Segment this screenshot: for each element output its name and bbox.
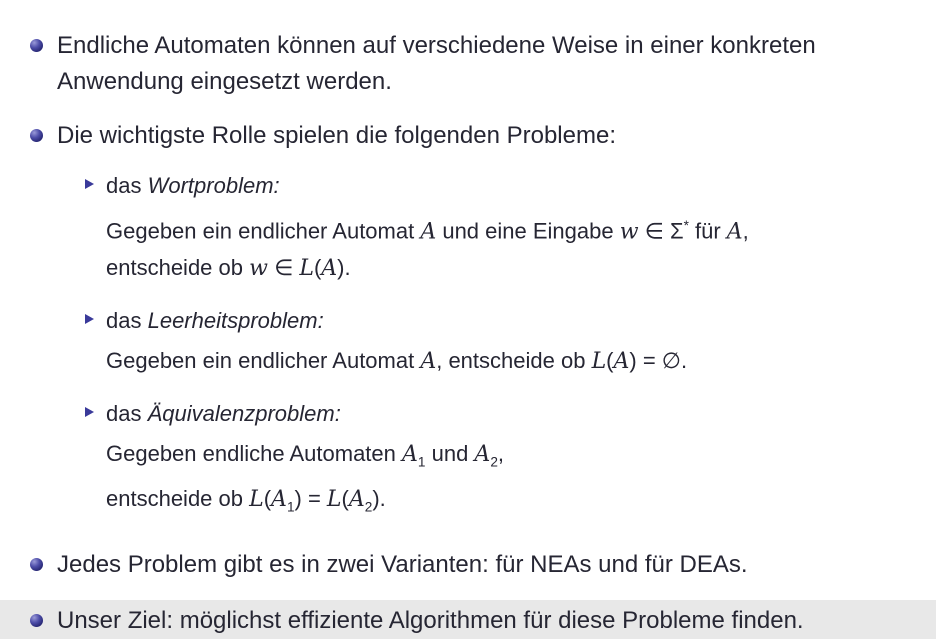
text-block <box>57 28 816 100</box>
ball-bullet-icon <box>30 39 43 52</box>
text-segment: Unser Ziel: möglichst effiziente Algorithmen für diese Probleme finden. <box>57 607 804 635</box>
text-segment: 2 <box>364 499 373 515</box>
text-segment: ( <box>263 485 272 511</box>
text-segment: entscheide ob <box>106 485 250 511</box>
sub-item-body <box>106 343 687 380</box>
text-segment: 2 <box>490 454 498 470</box>
ball-bullet-icon <box>30 614 43 627</box>
triangle-bullet-icon <box>85 314 94 324</box>
text-segment: ∈ <box>267 255 300 281</box>
text-segment: 1 <box>286 499 295 515</box>
text-segment: ( <box>341 485 349 511</box>
bullet-row <box>30 28 936 100</box>
text-block <box>57 118 616 154</box>
text-segment: * <box>683 218 689 233</box>
text-line <box>106 436 504 480</box>
text-segment: Jedes Problem gibt es in zwei Varianten: für NEAs und für DEAs. <box>57 551 748 579</box>
text-segment: das <box>106 308 148 334</box>
text-segment: , entscheide ob <box>436 348 592 374</box>
sub-aequivalenzproblem <box>85 396 936 525</box>
text-segment: Wortproblem: <box>147 173 280 198</box>
sub-leerheitsproblem <box>85 303 936 380</box>
text-segment: , <box>497 441 505 467</box>
text-line <box>106 208 749 250</box>
text-line <box>106 343 687 380</box>
sub-item-text <box>106 396 504 525</box>
text-segment: L <box>326 486 342 512</box>
text-segment: L <box>591 349 607 375</box>
text-segment: ( <box>313 255 322 281</box>
text-segment: das <box>106 173 148 198</box>
text-segment: das <box>106 401 148 427</box>
text-line <box>106 396 504 432</box>
text-segment: Gegeben ein endlicher Automat <box>106 218 421 244</box>
sub-bullet-row <box>85 396 936 525</box>
text-segment: Σ <box>669 218 684 244</box>
text-line <box>106 168 749 204</box>
triangle-bullet-icon <box>85 179 94 189</box>
text-segment: Anwendung eingesetzt werden. <box>57 68 392 95</box>
text-segment: ∈ <box>638 218 670 244</box>
text-line <box>57 64 816 100</box>
sub-bullet-row <box>85 303 936 380</box>
text-segment: A <box>321 256 338 282</box>
text-segment: Gegeben endliche Automaten <box>106 441 403 467</box>
sub-item-text <box>106 168 749 287</box>
text-segment: L <box>249 486 264 512</box>
triangle-bullet-icon <box>85 407 94 417</box>
sub-wortproblem <box>85 168 936 287</box>
text-segment: ). <box>372 485 386 511</box>
bullet-varianten <box>30 547 936 583</box>
text-segment: A <box>420 349 437 375</box>
text-segment: 1 <box>417 454 426 470</box>
text-line <box>57 603 804 639</box>
sub-item-body <box>106 436 504 525</box>
text-line <box>57 118 616 154</box>
text-segment: ) = <box>294 485 327 511</box>
text-segment: A <box>271 486 287 512</box>
text-segment: A <box>474 442 491 468</box>
bullet-ziel <box>30 603 936 639</box>
text-segment: , <box>742 218 749 244</box>
text-segment: A <box>420 219 437 245</box>
bullet-row <box>30 603 936 639</box>
text-segment: ( <box>606 348 614 374</box>
text-segment: und eine Eingabe <box>436 218 620 244</box>
text-segment: Leerheitsproblem: <box>147 308 324 334</box>
text-line <box>106 303 687 339</box>
text-segment: Endliche Automaten können auf verschiedene Weise in einer konkreten <box>57 32 816 59</box>
text-segment: w <box>619 219 639 245</box>
sub-bullet-row <box>85 168 936 287</box>
text-segment: A <box>348 486 365 512</box>
text-block <box>57 603 804 639</box>
text-line <box>106 481 504 525</box>
ball-bullet-icon <box>30 129 43 142</box>
sub-item-body <box>106 208 749 287</box>
text-segment: L <box>299 256 314 282</box>
text-segment: ) = ∅. <box>629 348 688 374</box>
text-segment: für <box>688 218 727 244</box>
text-segment: A <box>402 442 418 468</box>
text-segment: und <box>425 441 475 467</box>
sub-item-text <box>106 303 687 380</box>
text-segment: w <box>249 256 268 282</box>
text-line <box>57 28 816 64</box>
text-segment: entscheide ob <box>106 255 250 281</box>
text-segment: ). <box>337 255 351 281</box>
ball-bullet-icon <box>30 558 43 571</box>
bullet-einsatz <box>30 28 936 100</box>
text-segment: A <box>726 219 743 245</box>
text-segment: A <box>613 349 630 375</box>
bullet-probleme <box>30 118 936 525</box>
bullet-row <box>30 547 936 583</box>
text-block <box>57 547 748 583</box>
text-line <box>106 250 749 287</box>
text-line <box>57 547 748 583</box>
text-segment: Gegeben ein endlicher Automat <box>106 348 421 374</box>
text-segment: Die wichtigste Rolle spielen die folgenden Probleme: <box>57 122 616 149</box>
text-segment: Äquivalenzproblem: <box>147 401 341 427</box>
bullet-row <box>30 118 936 154</box>
sub-item-list <box>85 168 936 525</box>
